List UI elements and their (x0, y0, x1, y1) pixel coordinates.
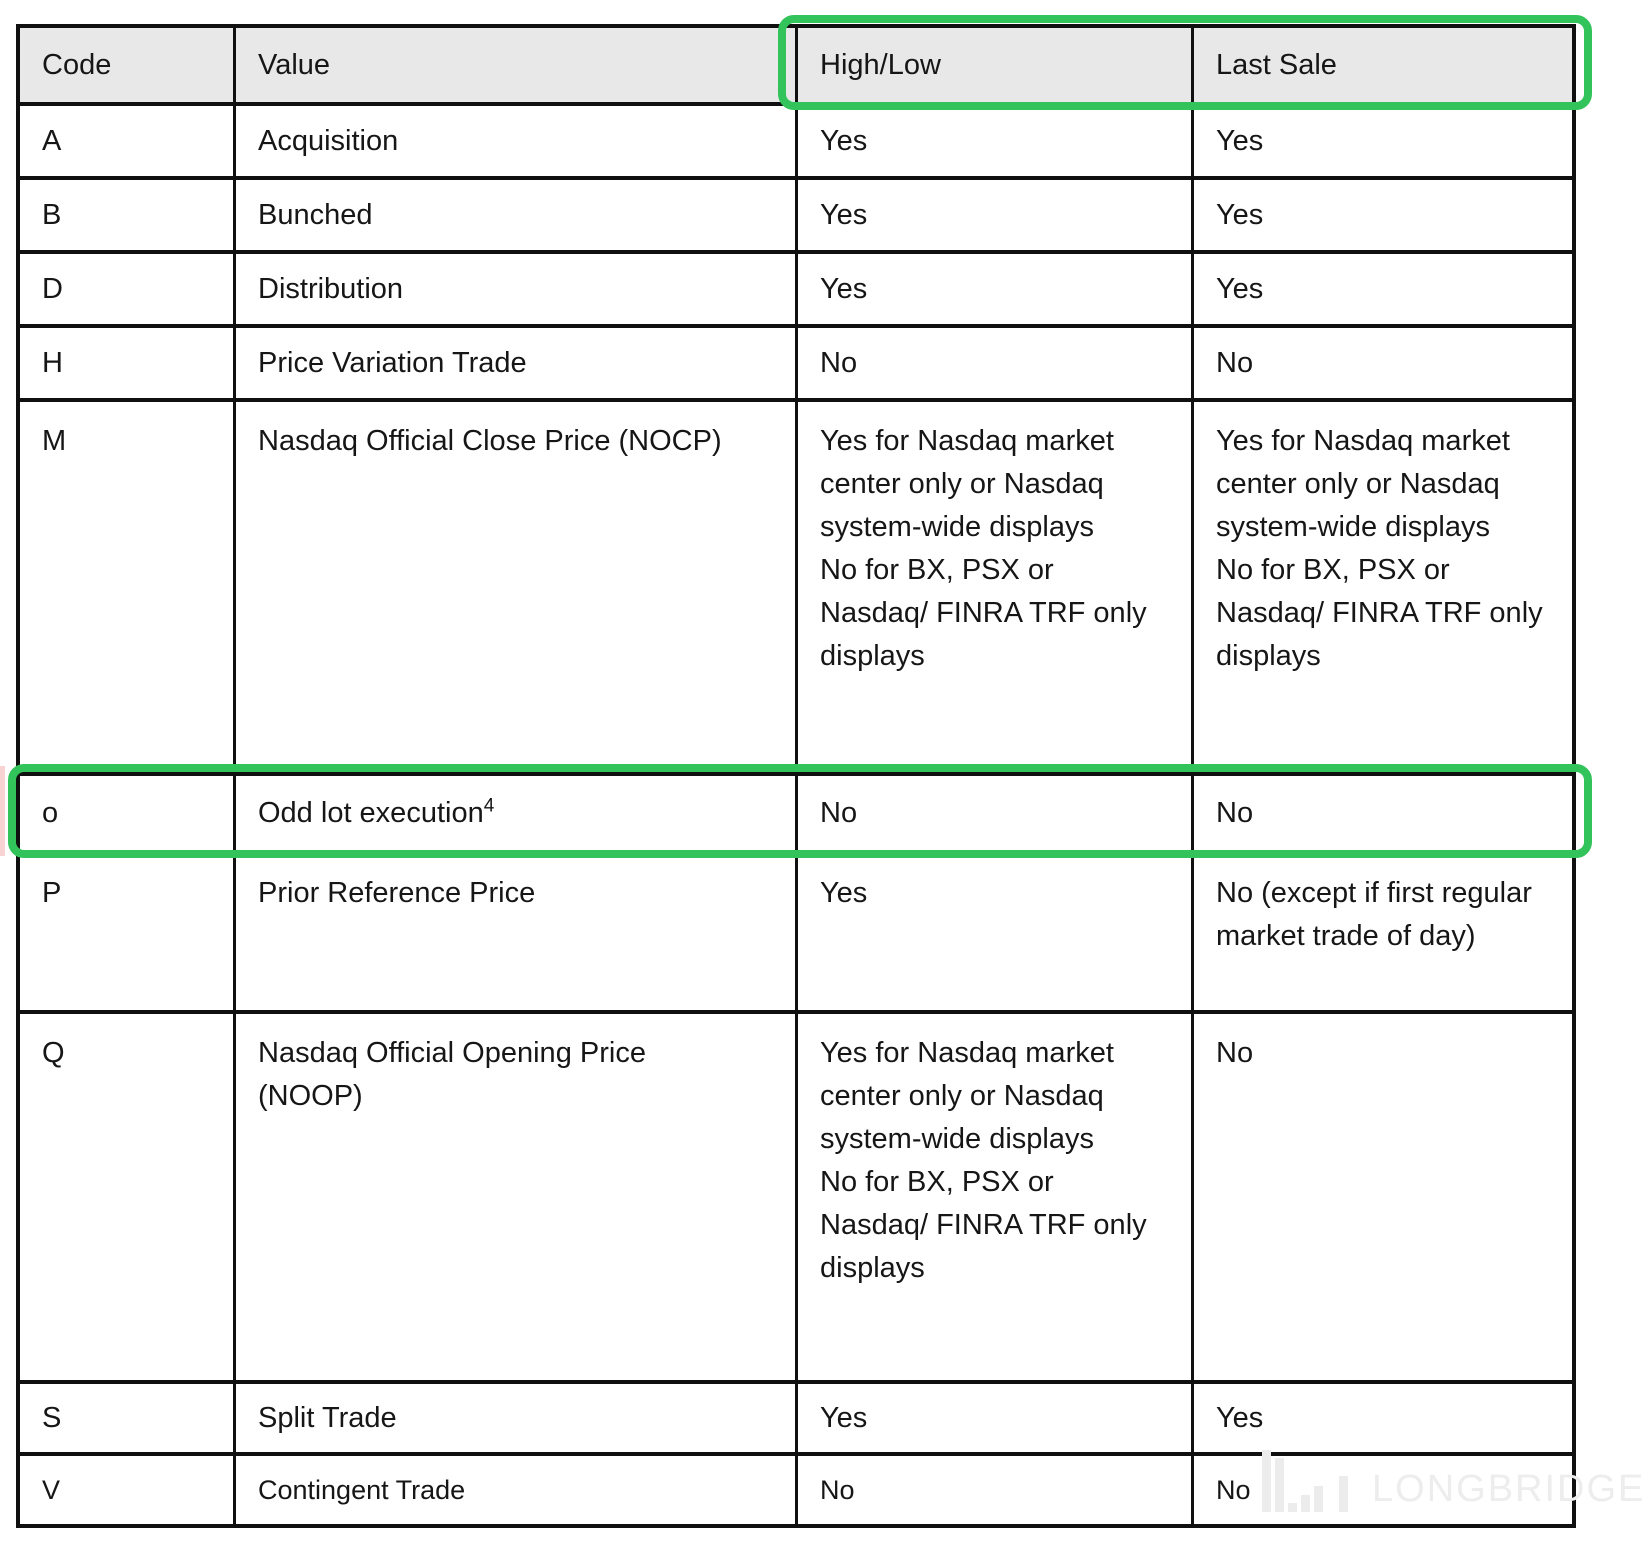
value-superscript: 4 (483, 794, 495, 816)
header-code-label: Code (42, 48, 112, 81)
watermark-text: LONGBRIDGE (1372, 1468, 1645, 1510)
cell-high-low (798, 1014, 1194, 1380)
cell-high-low (798, 180, 1194, 250)
value-text: Nasdaq Official Close Price (NOCP) (258, 425, 722, 457)
code-text: Q (42, 1037, 65, 1069)
header-row (20, 28, 1572, 106)
cell-high-low (798, 328, 1194, 398)
value-text: Contingent Trade (258, 1475, 466, 1505)
last-sale-text: Yes for Nasdaq market center only or Nasdaq system-wide displays (1216, 425, 1510, 543)
cell-value (236, 328, 798, 398)
value-line (258, 120, 757, 163)
code-text: V (42, 1475, 61, 1505)
code-text: o (42, 796, 59, 829)
table-row-price-variation-trade (20, 328, 1572, 402)
cell-code (20, 1384, 236, 1452)
value-line (258, 342, 757, 385)
cell-code (20, 180, 236, 250)
cell-code (20, 254, 236, 324)
cell-value (236, 106, 798, 176)
cell-value (236, 180, 798, 250)
last-sale-text: Yes (1216, 1401, 1264, 1434)
value-text: Prior Reference Price (258, 877, 536, 909)
high-low-text: Yes (820, 1401, 868, 1434)
last-sale-text: No (1216, 346, 1254, 379)
cell-high-low (798, 1384, 1194, 1452)
high-low-text: Yes (820, 877, 868, 909)
last-sale-text: No (1216, 1475, 1251, 1505)
cell-high-low (798, 402, 1194, 772)
value-line (258, 1470, 757, 1510)
cell-high-low (798, 1456, 1194, 1524)
header-value-label: Value (258, 48, 331, 81)
code-text: P (42, 877, 62, 909)
header-high-low (798, 28, 1194, 102)
code-text: D (42, 272, 63, 305)
cell-last-sale (1194, 106, 1572, 176)
table-row-prior-reference-price (20, 854, 1572, 1014)
cell-high-low (798, 854, 1194, 1010)
table-row-acquisition (20, 106, 1572, 180)
high-low-text: No (820, 1475, 855, 1505)
value-text: Bunched (258, 198, 373, 231)
value-line (258, 268, 757, 311)
cell-high-low (798, 776, 1194, 850)
high-low-text: No (820, 796, 858, 829)
cell-high-low (798, 254, 1194, 324)
high-low-text: Yes (820, 198, 868, 231)
value-line (258, 1032, 757, 1118)
cell-code (20, 854, 236, 1010)
cell-code (20, 402, 236, 772)
value-text: Distribution (258, 272, 404, 305)
table-row-contingent-trade (20, 1456, 1572, 1524)
cell-value (236, 402, 798, 772)
table-row-bunched (20, 180, 1572, 254)
value-line (258, 872, 757, 915)
cell-value (236, 254, 798, 324)
cell-last-sale (1194, 254, 1572, 324)
cell-last-sale (1194, 1014, 1572, 1380)
left-edge-artifact (0, 766, 5, 856)
cell-value (236, 1456, 798, 1524)
table-row-noop (20, 1014, 1572, 1384)
high-low-text: Yes (820, 272, 868, 305)
last-sale-text: Yes (1216, 272, 1264, 305)
value-line (258, 194, 757, 237)
value-text: Price Variation Trade (258, 346, 527, 379)
code-text: A (42, 124, 62, 157)
cell-value (236, 1384, 798, 1452)
header-code (20, 28, 236, 102)
cell-last-sale (1194, 854, 1572, 1010)
cell-value (236, 854, 798, 1010)
last-sale-text: No (1216, 1037, 1254, 1069)
cell-last-sale (1194, 402, 1572, 772)
high-low-text: No (820, 346, 858, 379)
cell-high-low (798, 106, 1194, 176)
cell-value (236, 1014, 798, 1380)
code-text: M (42, 425, 67, 457)
header-last-sale (1194, 28, 1572, 102)
high-low-text: Yes for Nasdaq market center only or Nasdaq system-wide displays (820, 1037, 1114, 1155)
cell-code (20, 1014, 236, 1380)
header-last-sale-label: Last Sale (1216, 48, 1337, 81)
high-low-text: Yes for Nasdaq market center only or Nasdaq system-wide displays (820, 425, 1114, 543)
high-low-text: Yes (820, 124, 868, 157)
table-row-nocp (20, 402, 1572, 776)
trade-codes-table (16, 24, 1576, 1528)
cell-code (20, 106, 236, 176)
value-text: Split Trade (258, 1401, 397, 1434)
cell-last-sale (1194, 1456, 1572, 1524)
table-row-distribution (20, 254, 1572, 328)
last-sale-text: No (1216, 796, 1254, 829)
cell-last-sale (1194, 180, 1572, 250)
cell-value (236, 776, 798, 850)
code-text: H (42, 346, 63, 379)
last-sale-text: No (except if first regular market trade of day) (1216, 877, 1532, 952)
table-row-odd-lot-execution (20, 776, 1572, 854)
last-sale-text: Yes (1216, 198, 1264, 231)
code-text: S (42, 1401, 62, 1434)
cell-last-sale (1194, 776, 1572, 850)
value-line (258, 792, 757, 835)
value-text: Nasdaq Official Opening Price (NOOP) (258, 1037, 646, 1112)
value-line (258, 1397, 757, 1440)
value-text: Acquisition (258, 124, 399, 157)
high-low-text-2: No for BX, PSX or Nasdaq/ FINRA TRF only displays (820, 554, 1147, 672)
cell-code (20, 776, 236, 850)
cell-code (20, 1456, 236, 1524)
value-text: Odd lot execution (258, 796, 484, 829)
header-high-low-label: High/Low (820, 48, 941, 81)
table-row-split-trade (20, 1384, 1572, 1456)
last-sale-text: Yes (1216, 124, 1264, 157)
cell-code (20, 328, 236, 398)
cell-last-sale (1194, 1384, 1572, 1452)
last-sale-text-2: No for BX, PSX or Nasdaq/ FINRA TRF only displays (1216, 554, 1543, 672)
code-text: B (42, 198, 62, 231)
value-line (258, 420, 757, 463)
header-value (236, 28, 798, 102)
cell-last-sale (1194, 328, 1572, 398)
high-low-text-2: No for BX, PSX or Nasdaq/ FINRA TRF only displays (820, 1166, 1147, 1284)
